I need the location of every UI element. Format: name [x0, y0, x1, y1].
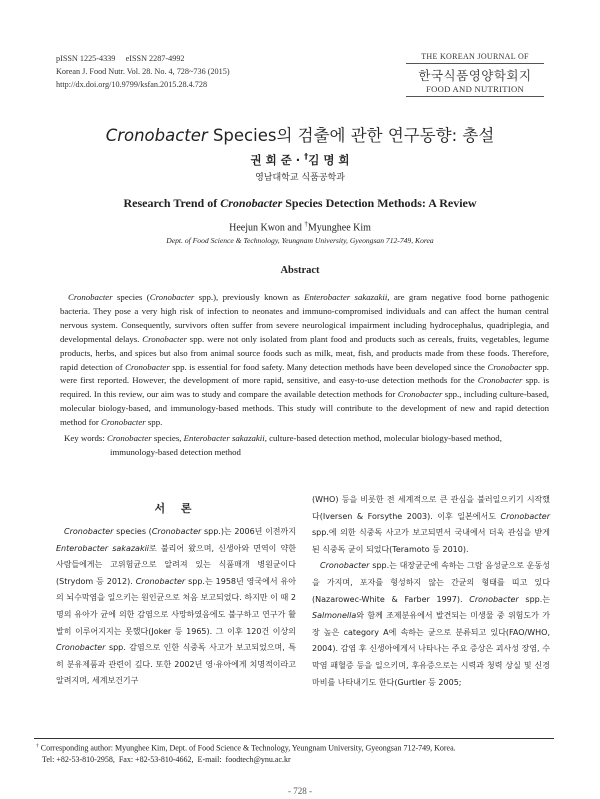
- intro-paragraph-1: [56, 524, 296, 690]
- italic-term: Cronobacter: [101, 417, 146, 428]
- italic-term: Cronobacter: [149, 292, 195, 302]
- citation-block: [56, 52, 230, 91]
- italic-term: Cronobacter: [142, 333, 187, 344]
- italic-term: Cronobacter: [135, 576, 186, 586]
- journal-name-line2: FOOD AND NUTRITION: [406, 84, 544, 97]
- body-column-right: [312, 492, 550, 691]
- journal-name-korean: 한국식품영양학회지: [418, 68, 532, 83]
- issn-line: pISSN 1225-4339 eISSN 2287-4992: [56, 54, 185, 63]
- italic-term: Cronobacter: [500, 511, 550, 521]
- text-run: species (: [113, 527, 152, 536]
- text-run: spp. is essential for food safety. Many detection methods have been developed since the: [169, 361, 488, 372]
- journal-name-line1: THE KOREAN JOURNAL OF: [406, 52, 544, 64]
- text-run: spp. were not only isolated from plant food and products such as cereals, fruits, vegetables, legume products, herbs, and spices but also from animal source foods such as milk, meat, fish, and products made from these foods. Therefore, rapid detection of: [60, 333, 549, 372]
- text-run: spp. were first reported. However, the development of more rapid, sensitive, and easy-to-use detection methods for the: [60, 361, 550, 386]
- text-run: Key words:: [64, 433, 108, 443]
- text-run: (WHO) 등을 비롯한 전 세계적으로 큰 관심을 불러일으키기 시작했다(Iversen & Forsythe 2003). 이후 일본에서도: [312, 495, 550, 521]
- keywords: [60, 432, 549, 460]
- italic-term: Cronobacter: [320, 561, 370, 571]
- corresponding-mark-en: †: [304, 220, 308, 228]
- text-run: spp.에 의한 식중독 사고가 보고되면서 국내에서 더욱 관심을 받게 된 식중독 균이 되었다(Teramoto 등 2010).: [312, 528, 550, 554]
- footnote: [36, 741, 566, 765]
- italic-term: Enterobacter sakazakii: [183, 433, 265, 443]
- footnote-corresponding: Corresponding author: Myunghee Kim, Dept. of Food Science & Technology, Yeungnam University, Gyeongsan 712-749, Korea.: [38, 743, 456, 753]
- abstract-paragraph: [60, 291, 549, 430]
- author-en-1: Heejun Kwon and: [229, 222, 305, 234]
- text-run: spp.는: [518, 594, 551, 604]
- text-run: spp., including culture-based, molecular biology-based, and immunology-based methods. This study will contribute to the development of new and rapid detection method for: [60, 389, 549, 428]
- italic-term: Enterobacter sakazakii: [304, 292, 388, 302]
- title-korean-genus: Cronobacter: [105, 126, 208, 145]
- page-number: - 728 -: [288, 786, 312, 796]
- italic-term: Cronobacter: [68, 292, 113, 302]
- authors-english: [0, 220, 600, 233]
- text-run: spp.는 1958년 영국에서 유아의 뇌수막염을 일으키는 원인균으로 처음 보고되었다. 하지만 이 때 2명의 유아가 균에 의한 감염으로 사망하였음에도 불구하고 연구가 활발히 이루어지지는 못했다(Joker 등 1965). 그 이후 120건 이상의: [56, 576, 296, 636]
- title-en-part1: Research Trend of: [123, 196, 221, 210]
- text-run: spp. is required. In this review, our aim was to study and compare the available detection methods for: [60, 375, 550, 400]
- citation-line: Korean J. Food Nutr. Vol. 28. No. 4, 728~736 (2015): [56, 67, 230, 76]
- text-run: spp.), previously known as: [194, 292, 305, 302]
- text-run: , are gram negative food borne pathogenic bacteria. They pose a very high risk of infection to neonates and immuno-compromised individuals and can affect the human central nervous system. Consequently, survivors often suffer from severe neurological impairment including hydrocephalus, quadriplegia, and developmental delays.: [60, 292, 549, 344]
- section-heading-introduction: 서 론: [154, 502, 198, 515]
- author-en-2: Myunghee Kim: [307, 222, 371, 234]
- italic-term: Cronobacter: [64, 527, 114, 536]
- italic-term: Cronobacter: [469, 594, 519, 604]
- footnote-mark: †: [36, 743, 39, 749]
- text-run: , culture-based detection method, molecular biology-based method, immunology-based detection method: [110, 433, 502, 457]
- journal-logo: [406, 52, 544, 97]
- text-run: 로 불리어 왔으며, 신생아와 면역이 약한 사람들에게는 고위험균으로 알려져 있는 식품매개 병원균이다(Strydom 등 2012).: [56, 543, 297, 586]
- italic-term: Cronobacter: [125, 361, 170, 372]
- italic-term: Cronobacter: [56, 643, 106, 653]
- intro-paragraph-1-cont: [312, 492, 550, 558]
- body-column-left: [56, 524, 296, 690]
- title-en-part2: Species Detection Methods: A Review: [282, 196, 477, 210]
- italic-term: Cronobacter: [151, 527, 202, 536]
- footnote-line-1: [36, 741, 566, 754]
- author-ko-1: 권 희 준 ·: [250, 153, 305, 167]
- doi-link[interactable]: http://dx.doi.org/10.9799/ksfan.2015.28.4.728: [56, 80, 208, 89]
- authors-korean: [0, 152, 600, 168]
- title-korean: [0, 122, 600, 146]
- text-run: spp.는 대장균군에 속하는 그람 음성균으로 운동성을 가지며, 포자를 형성하지 않는 간균의 형태를 띠고 있다(Nazarowec-White & Farber 1997).: [312, 561, 550, 604]
- abstract-body: [60, 291, 549, 430]
- title-korean-rest: Species의 검출에 관한 연구동향: 총설: [207, 126, 495, 145]
- text-run: spp. 감염으로 인한 식중독 사고가 보고되었으며, 특히 분유제품과 관련이 깊다. 또한 2002년 영·유아에게 치명적이라고 알려지며, 세계보건기구: [56, 643, 296, 686]
- corresponding-mark: †: [304, 152, 309, 162]
- text-run: 와 함께 조제분유에서 발견되는 미생물 중 위험도가 가장 높은 category A에 속하는 균으로 분류되고 있다(FAO/WHO, 2004). 감염 후 신생아에게서 나타나는 주요 증상은 괴사성 장염, 수막염 패혈증 등을 일으키며, 후유증으로는 시력과 청력 상실 및 신경마비를 나타내기도 한다(Gurtler 등 2005;: [312, 611, 550, 687]
- italic-term: Cronobacter: [487, 361, 533, 372]
- affiliation-korean: 영남대학교 식품공학과: [255, 173, 345, 183]
- abstract-heading: Abstract: [280, 265, 320, 276]
- text-run: spp.)는 2006년 이전까지: [201, 527, 296, 536]
- italic-term: Enterobacter sakazakii: [56, 543, 150, 553]
- author-ko-2: 김 명 희: [308, 153, 350, 167]
- affiliation-english: Dept. of Food Science & Technology, Yeungnam University, Gyeongsan 712-749, Korea: [166, 236, 434, 245]
- italic-term: Cronobacter: [477, 375, 523, 386]
- text-run: species (: [112, 292, 150, 302]
- text-run: spp.: [145, 417, 163, 428]
- text-run: species,: [151, 433, 184, 443]
- italic-term: Cronobacter: [107, 433, 152, 443]
- title-english: [0, 196, 600, 211]
- italic-term: Cronobacter: [397, 389, 443, 400]
- footnote-divider: [34, 738, 554, 739]
- title-en-genus: Cronobacter: [220, 196, 283, 210]
- intro-paragraph-2: [312, 558, 550, 691]
- italic-term: Salmonella: [312, 611, 357, 621]
- footnote-line-2: Tel: +82-53-810-2958, Fax: +82-53-810-4662, E-mail: foodtech@ynu.ac.kr: [42, 754, 291, 764]
